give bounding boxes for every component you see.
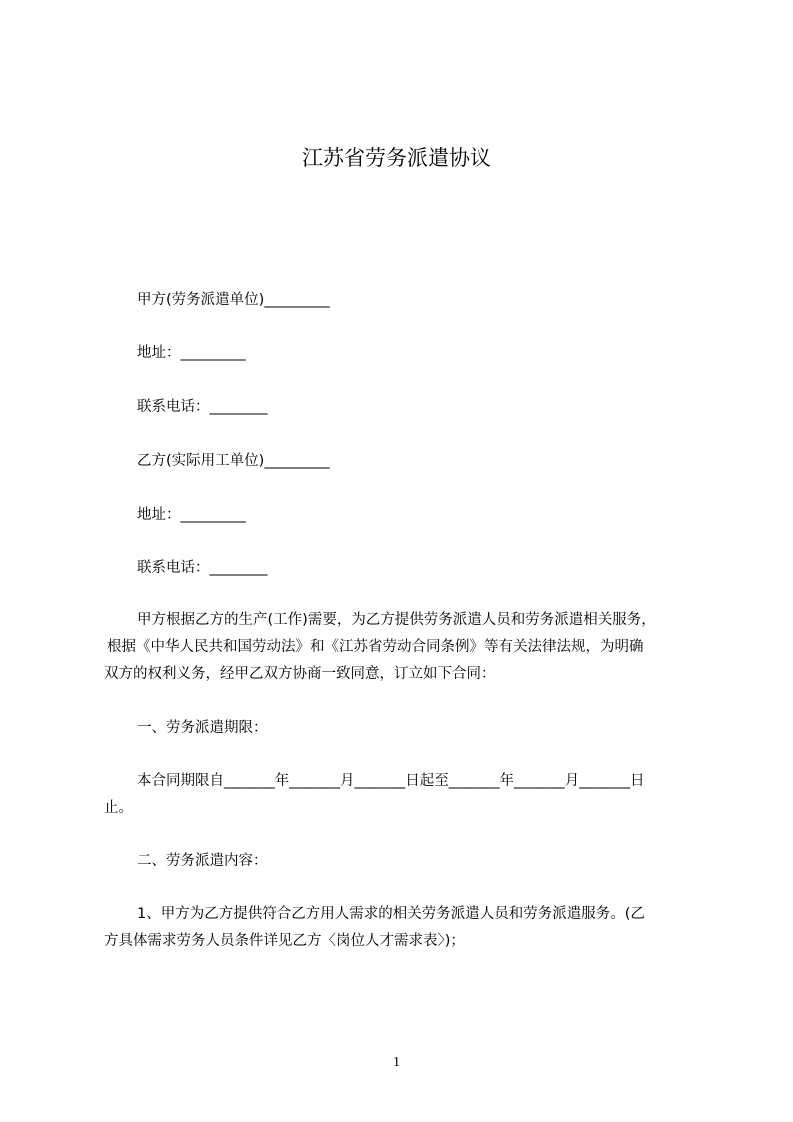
preamble-line-2: 根据《中华人民共和国劳动法》和《江苏省劳动合同条例》等有关法律法规，为明确 bbox=[107, 639, 644, 655]
party-a-phone: 联系电话：________ bbox=[137, 399, 268, 415]
section-2-item-1-line-2: 方具体需求劳务人员条件详见乙方〈岗位人才需求表〉)； bbox=[104, 933, 465, 949]
section-2-item-1-line-1: 1、甲方为乙方提供符合乙方用人需求的相关劳务派遣人员和劳务派遣服务。(乙 bbox=[137, 906, 645, 922]
party-a-address: 地址：_________ bbox=[137, 345, 246, 361]
party-b-line: 乙方(实际用工单位)_________ bbox=[137, 453, 330, 469]
section-1-line-1: 本合同期限自_______年_______月_______日起至_______年_______月_______日 bbox=[137, 773, 645, 789]
page-number: 1 bbox=[393, 1055, 400, 1070]
section-1-line-2: 止。 bbox=[104, 800, 133, 816]
party-b-address: 地址：_________ bbox=[137, 507, 246, 523]
section-1-heading: 一、劳务派遣期限： bbox=[137, 720, 268, 736]
party-a-line: 甲方(劳务派遣单位)_________ bbox=[137, 292, 330, 308]
document-title: 江苏省劳务派遣协议 bbox=[302, 146, 491, 170]
preamble-line-1: 甲方根据乙方的生产(工作)需要，为乙方提供劳务派遣人员和劳务派遣相关服务， bbox=[137, 612, 656, 628]
preamble-line-3: 双方的权利义务，经甲乙双方协商一致同意，订立如下合同： bbox=[104, 666, 496, 682]
section-2-heading: 二、劳务派遣内容： bbox=[137, 853, 268, 869]
party-b-phone: 联系电话：________ bbox=[137, 560, 268, 576]
